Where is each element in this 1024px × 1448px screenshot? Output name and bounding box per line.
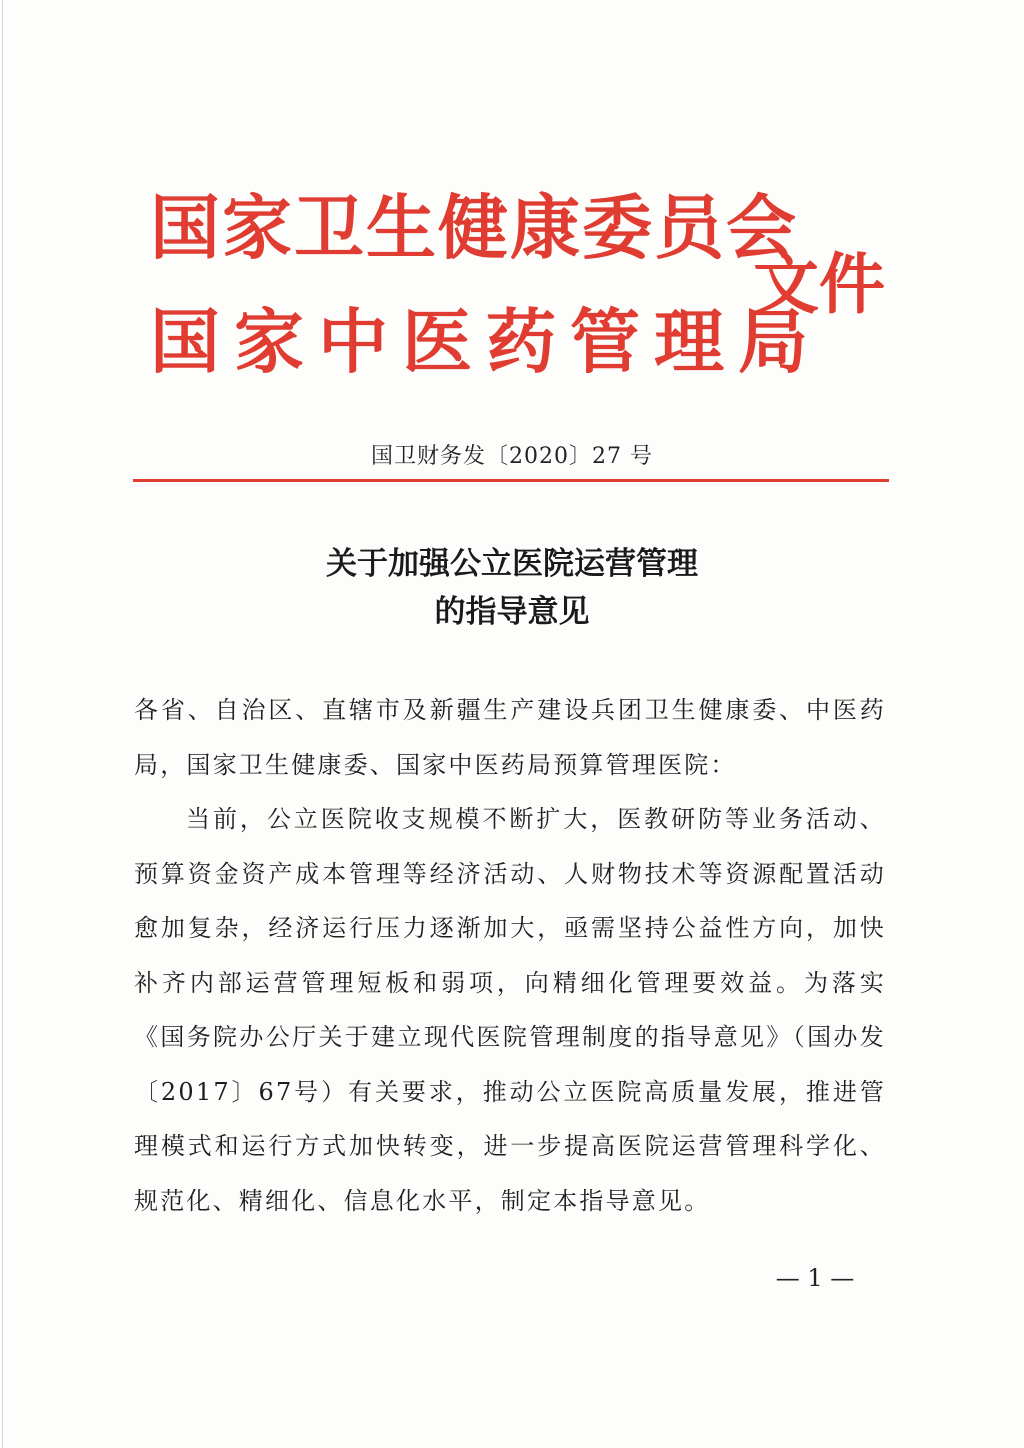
document-number: 国卫财务发〔2020〕27 号 xyxy=(371,444,653,469)
salutation: 各省、自治区、直辖市及新疆生产建设兵团卫生健康委、中医药局，国家卫生健康委、国家中医药局预算管理医院： xyxy=(134,696,886,779)
body-paragraph: 当前，公立医院收支规模不断扩大，医教研防等业务活动、预算资金资产成本管理等经济活动、人财物技术等资源配置活动愈加复杂，经济运行压力逐渐加大，亟需坚持公益性方向，加快补齐内部运营管理短板和弱项，向精细化管理要效益。为落实《国务院办公厅关于建立现代医院管理制度的指导意见》（国办发〔2017〕67号）有关要求，推动公立医院高质量发展，推进管理模式和运行方式加快转变，进一步提高医院运营管理科学化、规范化、精细化、信息化水平，制定本指导意见。 xyxy=(134,805,886,1215)
red-separator-line xyxy=(133,479,889,482)
document-title-line-1: 关于加强公立医院运营管理 xyxy=(326,546,698,582)
document-body xyxy=(134,683,886,1228)
issuer-name-tcm-administration: 国家中医药管理局 xyxy=(150,300,822,383)
issuer-name-health-commission: 国家卫生健康委员会 xyxy=(150,186,798,269)
scan-edge-line xyxy=(2,0,3,1448)
document-title xyxy=(0,540,1024,636)
page-number: — 1 — xyxy=(775,1264,855,1292)
issuer-suffix-document: 文件 xyxy=(753,245,885,323)
issuer-header xyxy=(150,180,885,383)
document-title-line-2: 的指导意见 xyxy=(434,594,590,630)
